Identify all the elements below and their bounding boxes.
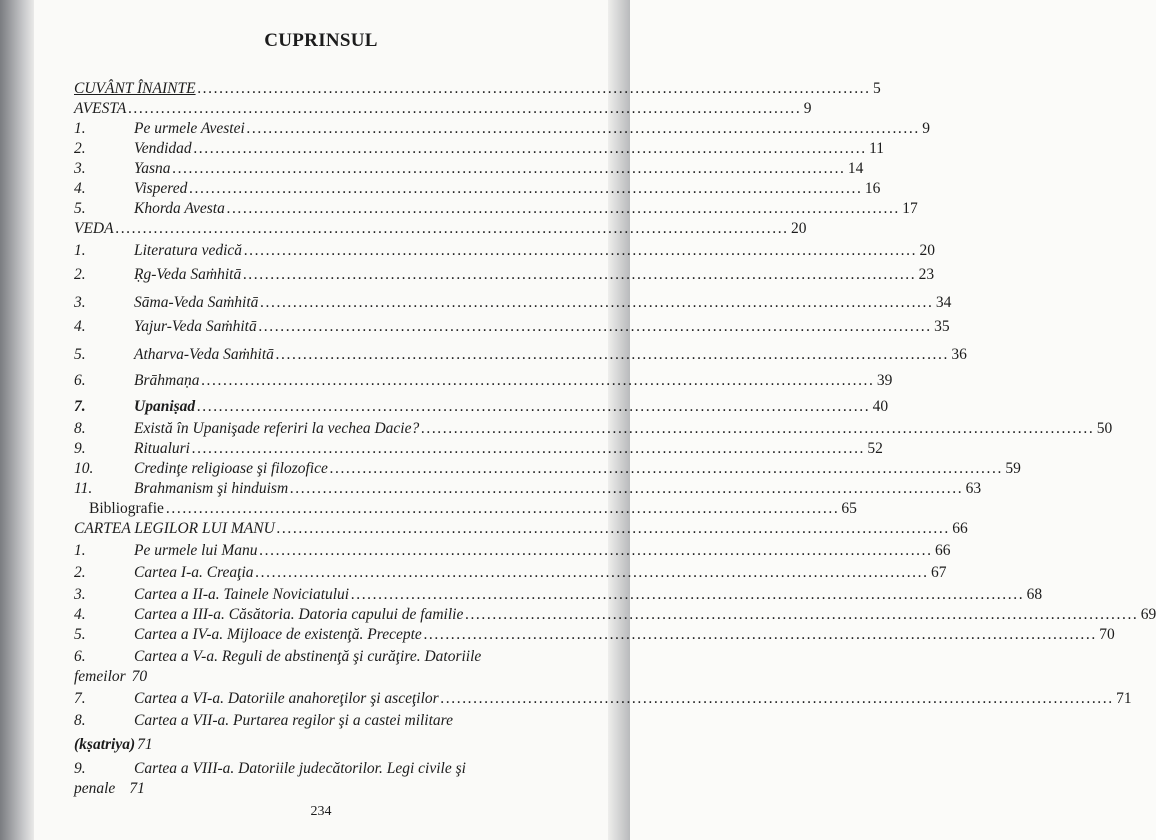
toc-entry-number: 3. bbox=[74, 160, 86, 177]
toc-entry-title: Sāma-Veda Saṁhitā bbox=[134, 294, 259, 311]
toc-entry bbox=[74, 710, 578, 730]
toc-entry-page: 9 bbox=[922, 120, 930, 137]
toc-entry-page: 71 bbox=[129, 780, 145, 797]
toc-entry bbox=[74, 688, 1132, 708]
toc-entry-title: Literatura vedică bbox=[134, 242, 243, 259]
toc-entry-number: 4. bbox=[74, 606, 86, 623]
toc-entry-number: 1. bbox=[74, 242, 86, 259]
toc-entry-page: 11 bbox=[869, 140, 885, 157]
dot-leader: ........................................................................................................................... bbox=[172, 160, 846, 177]
dot-leader: ........................................................................................................................... bbox=[351, 586, 1025, 603]
dot-leader: ........................................................................................................................... bbox=[197, 80, 872, 97]
toc-entry-title: Pe urmele lui Manu bbox=[134, 542, 258, 559]
toc-entry-page: 59 bbox=[1005, 460, 1021, 477]
dot-leader: ........................................................................................................................... bbox=[440, 690, 1115, 707]
toc-entry-page: 34 bbox=[935, 294, 952, 311]
toc-entry-title: Cartea a IV-a. Mijloace de existenţă. Precepte bbox=[134, 626, 422, 643]
toc-entry-number: 1. bbox=[74, 542, 86, 559]
toc-entry-page: 65 bbox=[841, 500, 857, 517]
toc-entry-number: 8. bbox=[74, 420, 86, 437]
toc-entry bbox=[74, 264, 935, 284]
toc-entry-title: Yajur-Veda Saṁhitā bbox=[134, 318, 257, 335]
dot-leader: ........................................................................................................................... bbox=[255, 564, 929, 581]
toc-entry-page: 16 bbox=[864, 180, 881, 197]
toc-entry bbox=[74, 438, 883, 458]
toc-entry-page: 70 bbox=[1099, 626, 1115, 643]
toc-entry-title: Vendidad bbox=[134, 140, 192, 157]
toc-entry-page: 20 bbox=[919, 242, 935, 259]
toc-entry bbox=[74, 758, 578, 778]
toc-entry-number: 5. bbox=[74, 626, 86, 643]
toc-entry-page: 69 bbox=[1140, 606, 1156, 623]
toc-entry-continuation bbox=[74, 736, 153, 754]
toc-entry bbox=[74, 396, 889, 416]
page-number: 234 bbox=[310, 804, 332, 819]
dot-leader: ........................................................................................................................... bbox=[465, 606, 1139, 623]
toc-entry-cartea-legilor bbox=[74, 518, 968, 538]
dot-leader: ........................................................................................................................... bbox=[276, 520, 951, 537]
dot-leader: ........................................................................................................................... bbox=[191, 440, 866, 457]
dot-leader: ........................................................................................................................... bbox=[259, 542, 933, 559]
toc-entry bbox=[74, 178, 881, 198]
toc-entry-title: Cartea I-a. Creaţia bbox=[134, 564, 254, 581]
dot-leader: ........................................................................................................................... bbox=[329, 460, 1004, 477]
toc-entry-title: Atharva-Veda Saṁhitā bbox=[134, 346, 274, 363]
toc-entry-number: 2. bbox=[74, 266, 86, 283]
toc-entry-number: 6. bbox=[74, 372, 86, 389]
toc-entry-title: penale bbox=[74, 780, 116, 797]
dot-leader: ........................................................................................................................... bbox=[423, 626, 1098, 643]
toc-entry-page: 68 bbox=[1026, 586, 1043, 603]
toc-entry-number: 2. bbox=[74, 140, 86, 157]
dot-leader: ........................................................................................................................... bbox=[197, 398, 871, 415]
toc-entry bbox=[74, 158, 864, 178]
toc-entry bbox=[74, 198, 918, 218]
toc-entry-title: Cartea a V-a. Reguli de abstinenţă şi curăţire. Datoriile bbox=[134, 648, 482, 665]
toc-entry-number: 10. bbox=[74, 460, 94, 477]
toc-entry-page: 14 bbox=[847, 160, 864, 177]
toc-entry-page: 71 bbox=[1116, 690, 1132, 707]
toc-entry-number: 2. bbox=[74, 564, 86, 581]
toc-entry-avesta bbox=[74, 98, 812, 118]
dot-leader: ........................................................................................................................... bbox=[244, 242, 918, 259]
toc-entry-title: Credinţe religioase şi filozofice bbox=[134, 460, 328, 477]
toc-entry-page: 50 bbox=[1096, 420, 1113, 437]
toc-entry-page: 67 bbox=[930, 564, 947, 581]
toc-entry-title: CUVÂNT ÎNAINTE bbox=[74, 80, 196, 97]
toc-entry bbox=[74, 292, 952, 312]
dot-leader: ........................................................................................................................... bbox=[165, 500, 840, 517]
toc-entry-page: 17 bbox=[902, 200, 918, 217]
dot-leader: ........................................................................................................................... bbox=[258, 318, 933, 335]
toc-entry bbox=[74, 370, 893, 390]
toc-entry-page: 23 bbox=[918, 266, 935, 283]
toc-entry bbox=[74, 646, 578, 666]
toc-entry bbox=[74, 604, 1156, 624]
toc-entry bbox=[74, 458, 1021, 478]
book-spine-shadow bbox=[0, 0, 34, 840]
toc-entry bbox=[74, 240, 935, 260]
toc-entry bbox=[74, 138, 885, 158]
toc-entry-number: 5. bbox=[74, 346, 86, 363]
toc-entry-page: 66 bbox=[952, 520, 968, 537]
toc-entry-number: 4. bbox=[74, 180, 86, 197]
dot-leader: ........................................................................................................................... bbox=[421, 420, 1095, 437]
toc-entry bbox=[74, 478, 982, 498]
toc-entry bbox=[74, 562, 947, 582]
dot-leader: ........................................................................................................................... bbox=[193, 140, 868, 157]
toc-entry-number: 3. bbox=[74, 586, 86, 603]
toc-entry-cuvant-inainte bbox=[74, 78, 881, 98]
dot-leader: ........................................................................................................................... bbox=[201, 372, 875, 389]
toc-entry-title: Yasna bbox=[134, 160, 171, 177]
toc-entry-title: CARTEA LEGILOR LUI MANU bbox=[74, 520, 275, 537]
dot-leader: ........................................................................................................................... bbox=[128, 100, 802, 117]
toc-entry-title: Există în Upanişade referiri la vechea Dacie? bbox=[134, 420, 420, 437]
toc-entry-number: 9. bbox=[74, 760, 86, 777]
dot-leader: ........................................................................................................................... bbox=[243, 266, 917, 283]
toc-entry-number: 11. bbox=[74, 480, 93, 497]
toc-entry-page: 63 bbox=[965, 480, 982, 497]
dot-leader: ........................................................................................................................... bbox=[246, 120, 921, 137]
toc-entry-number: 1. bbox=[74, 120, 86, 137]
toc-entry-number: 7. bbox=[74, 398, 86, 415]
toc-entry bbox=[74, 316, 950, 336]
toc-entry-title: Cartea a VII-a. Purtarea regilor şi a castei militare bbox=[134, 712, 454, 729]
toc-entry-page: 52 bbox=[867, 440, 883, 457]
toc-entry-number: 4. bbox=[74, 318, 86, 335]
toc-entry-title: Ṛg-Veda Saṁhitā bbox=[134, 266, 242, 283]
toc-entry-title: Vispered bbox=[134, 180, 188, 197]
toc-entry-title: Upaniṣad bbox=[134, 398, 196, 415]
toc-entry-page: 39 bbox=[876, 372, 893, 389]
dot-leader: ........................................................................................................................... bbox=[189, 180, 863, 197]
dot-leader: ........................................................................................................................... bbox=[115, 220, 790, 237]
toc-entry bbox=[74, 540, 951, 560]
toc-entry-page: 66 bbox=[934, 542, 951, 559]
toc-entry-page: 36 bbox=[951, 346, 967, 363]
toc-entry-title: Cartea a II-a. Tainele Noviciatului bbox=[134, 586, 350, 603]
dot-leader: ........................................................................................................................... bbox=[275, 346, 950, 363]
toc-entry-title: femeilor bbox=[74, 668, 126, 685]
dot-leader: ........................................................................................................................... bbox=[290, 480, 964, 497]
toc-entry-title: VEDA bbox=[74, 220, 114, 237]
dot-leader: ........................................................................................................................... bbox=[260, 294, 934, 311]
toc-entry-number: 8. bbox=[74, 712, 86, 729]
toc-entry-title: (kṣatriya) bbox=[74, 736, 136, 753]
toc-entry-page: 40 bbox=[872, 398, 889, 415]
toc-entry-title: Cartea a III-a. Căsătoria. Datoria capului de familie bbox=[134, 606, 464, 623]
toc-entry-page: 70 bbox=[131, 668, 148, 685]
dot-leader: ........................................................................................................................... bbox=[226, 200, 901, 217]
toc-entry-page: 20 bbox=[791, 220, 807, 237]
toc-entry bbox=[74, 584, 1043, 604]
toc-entry-page: 9 bbox=[803, 100, 812, 117]
toc-entry-title: Khorda Avesta bbox=[134, 200, 225, 217]
toc-entry-title: AVESTA bbox=[74, 100, 127, 117]
toc-entry-continuation bbox=[74, 668, 147, 686]
toc-entry-title: Brahmanism şi hinduism bbox=[134, 480, 289, 497]
toc-entry-page: 35 bbox=[934, 318, 950, 335]
toc-entry-number: 9. bbox=[74, 440, 86, 457]
toc-entry-number: 5. bbox=[74, 200, 86, 217]
toc-entry bbox=[74, 118, 930, 138]
toc-entry-page: 5 bbox=[873, 80, 881, 97]
toc-entry-title: Pe urmele Avestei bbox=[134, 120, 245, 137]
page-title: CUPRINSUL bbox=[264, 30, 378, 51]
toc-entry bbox=[74, 418, 1113, 438]
toc-entry-number: 6. bbox=[74, 648, 86, 665]
toc-entry-number: 7. bbox=[74, 690, 86, 707]
toc-entry-page: 71 bbox=[137, 736, 153, 753]
toc-entry-title: Cartea a VIII-a. Datoriile judecătorilor. Legi civile şi bbox=[134, 760, 466, 777]
toc-entry-title: Ritualuri bbox=[134, 440, 190, 457]
toc-entry-bibliografie bbox=[89, 498, 857, 518]
book-page bbox=[34, 0, 1156, 840]
toc-entry-title: Bibliografie bbox=[89, 500, 164, 517]
toc-entry-number: 3. bbox=[74, 294, 86, 311]
toc-entry-title: Cartea a VI-a. Datoriile anahoreţilor şi asceţilor bbox=[134, 690, 439, 707]
toc-entry-continuation bbox=[74, 780, 145, 798]
toc-entry bbox=[74, 624, 1115, 644]
toc-entry bbox=[74, 344, 967, 364]
toc-entry-title: Brāhmaṇa bbox=[134, 372, 200, 389]
toc-entry-veda bbox=[74, 218, 807, 238]
